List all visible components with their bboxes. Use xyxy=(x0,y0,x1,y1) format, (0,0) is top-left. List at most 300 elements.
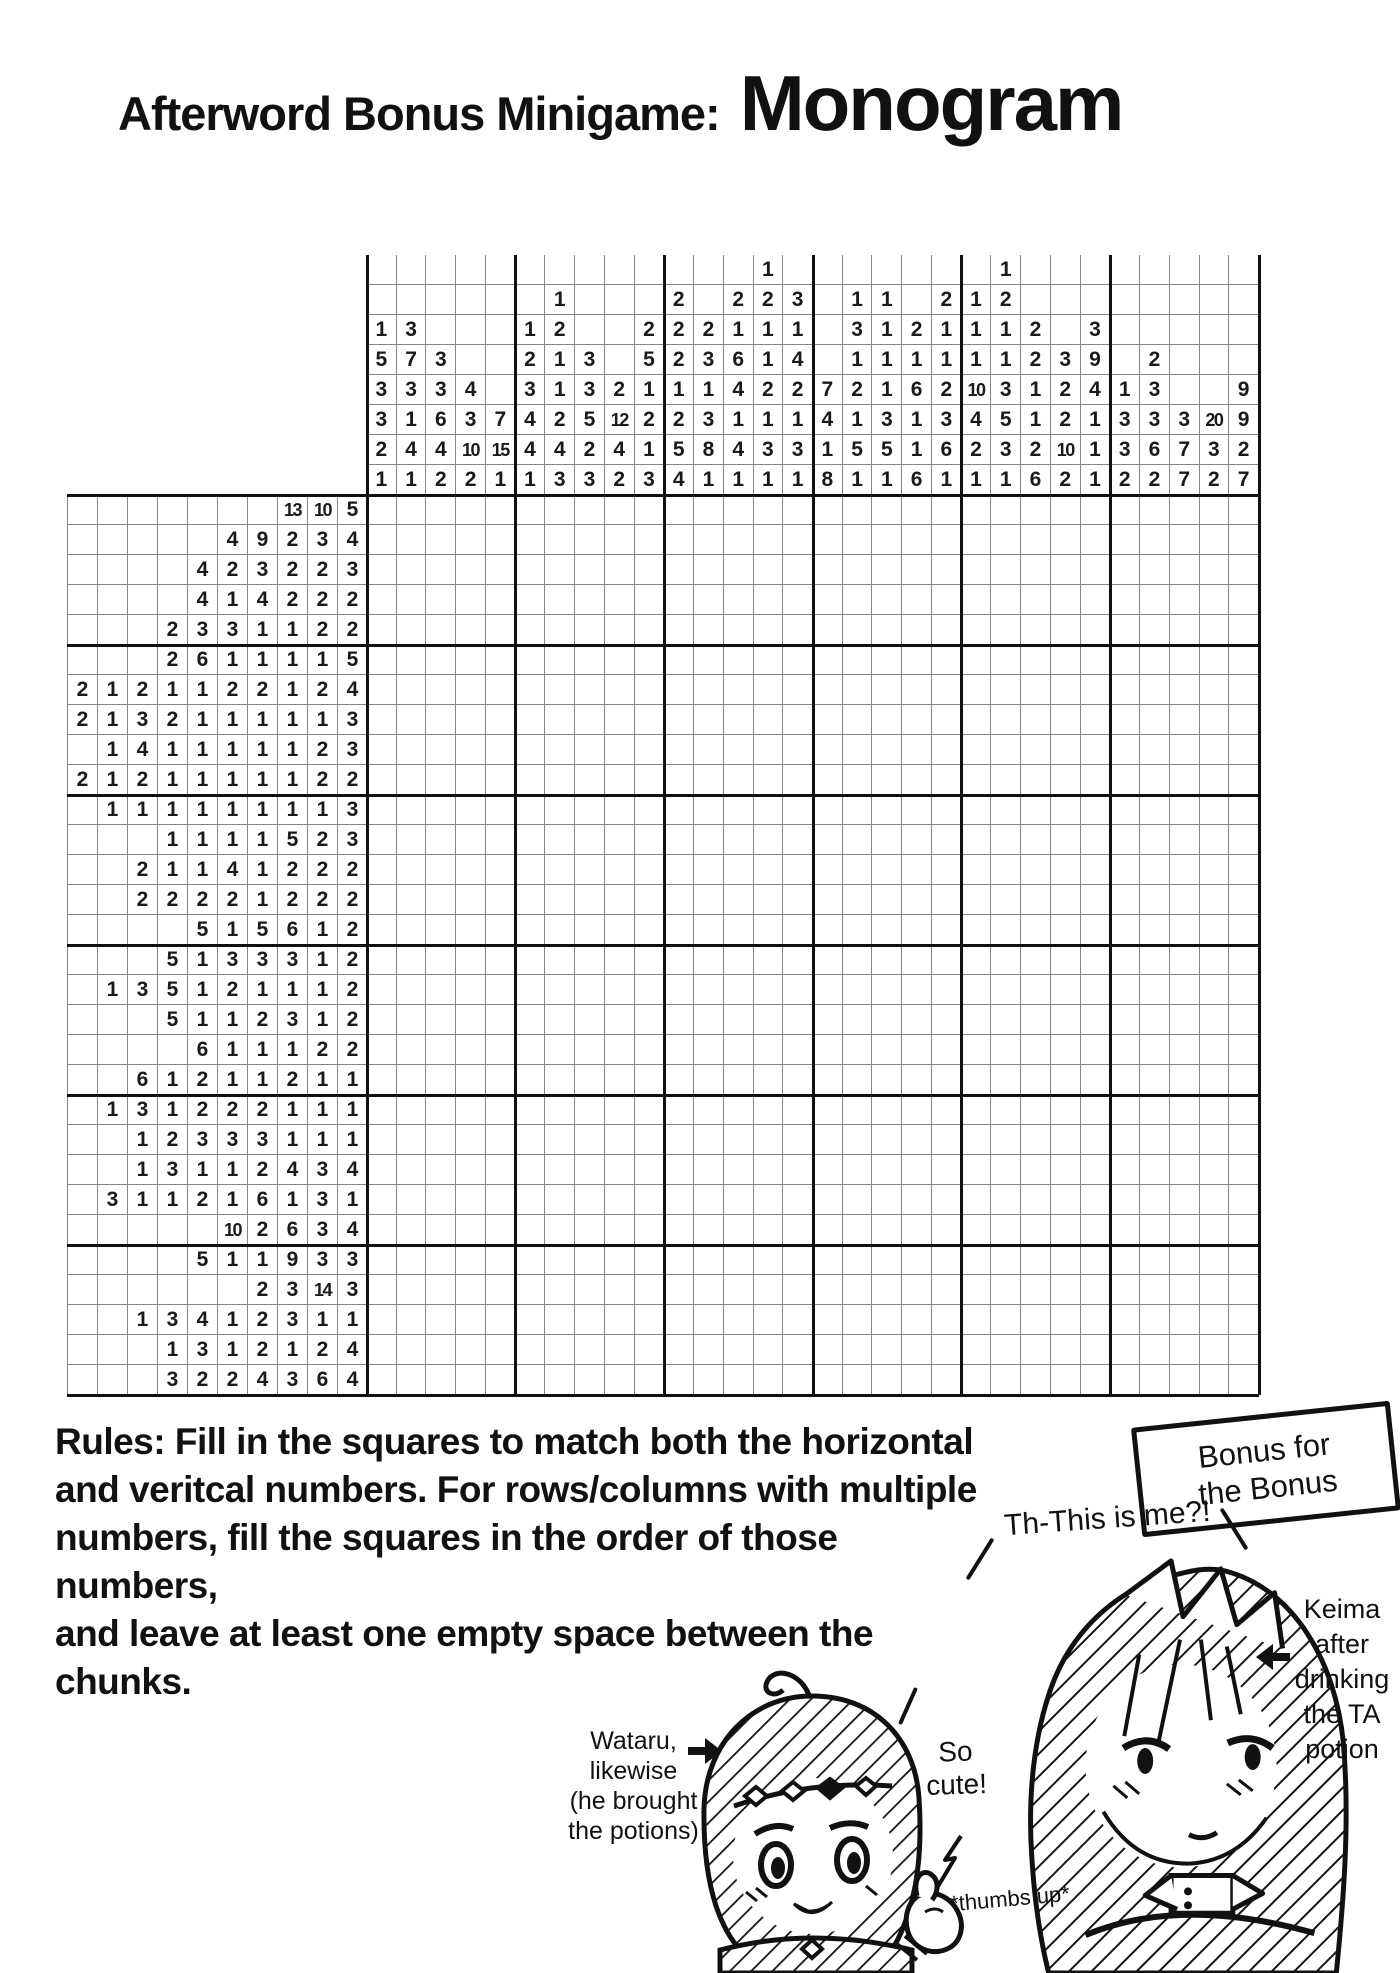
grid-cell[interactable] xyxy=(1229,645,1259,675)
grid-cell[interactable] xyxy=(367,1305,397,1335)
grid-cell[interactable] xyxy=(664,1005,694,1035)
grid-cell[interactable] xyxy=(1170,1005,1200,1035)
grid-cell[interactable] xyxy=(843,1125,873,1155)
grid-cell[interactable] xyxy=(605,735,635,765)
grid-cell[interactable] xyxy=(813,585,843,615)
grid-cell[interactable] xyxy=(991,585,1021,615)
grid-cell[interactable] xyxy=(1110,825,1140,855)
grid-cell[interactable] xyxy=(694,1245,724,1275)
grid-cell[interactable] xyxy=(635,585,665,615)
grid-cell[interactable] xyxy=(1051,795,1081,825)
grid-cell[interactable] xyxy=(635,885,665,915)
grid-cell[interactable] xyxy=(902,825,932,855)
grid-cell[interactable] xyxy=(754,885,784,915)
grid-cell[interactable] xyxy=(635,555,665,585)
grid-cell[interactable] xyxy=(397,1065,427,1095)
grid-cell[interactable] xyxy=(605,795,635,825)
grid-cell[interactable] xyxy=(991,945,1021,975)
grid-cell[interactable] xyxy=(456,1125,486,1155)
grid-cell[interactable] xyxy=(694,495,724,525)
grid-cell[interactable] xyxy=(367,1335,397,1365)
grid-cell[interactable] xyxy=(724,675,754,705)
grid-cell[interactable] xyxy=(843,1155,873,1185)
grid-cell[interactable] xyxy=(575,615,605,645)
grid-cell[interactable] xyxy=(1170,765,1200,795)
grid-cell[interactable] xyxy=(754,1275,784,1305)
grid-cell[interactable] xyxy=(664,885,694,915)
grid-cell[interactable] xyxy=(367,945,397,975)
grid-cell[interactable] xyxy=(426,705,456,735)
grid-cell[interactable] xyxy=(902,615,932,645)
grid-cell[interactable] xyxy=(456,765,486,795)
grid-cell[interactable] xyxy=(664,825,694,855)
grid-cell[interactable] xyxy=(605,1155,635,1185)
grid-cell[interactable] xyxy=(367,885,397,915)
grid-cell[interactable] xyxy=(1051,615,1081,645)
grid-cell[interactable] xyxy=(1229,555,1259,585)
grid-cell[interactable] xyxy=(1110,1305,1140,1335)
grid-cell[interactable] xyxy=(843,1035,873,1065)
grid-cell[interactable] xyxy=(635,1305,665,1335)
grid-cell[interactable] xyxy=(367,975,397,1005)
grid-cell[interactable] xyxy=(813,1035,843,1065)
grid-cell[interactable] xyxy=(635,1335,665,1365)
grid-cell[interactable] xyxy=(724,885,754,915)
grid-cell[interactable] xyxy=(783,795,813,825)
grid-cell[interactable] xyxy=(575,1005,605,1035)
grid-cell[interactable] xyxy=(754,1065,784,1095)
grid-cell[interactable] xyxy=(426,735,456,765)
grid-cell[interactable] xyxy=(545,495,575,525)
grid-cell[interactable] xyxy=(397,825,427,855)
grid-cell[interactable] xyxy=(545,975,575,1005)
grid-cell[interactable] xyxy=(813,885,843,915)
grid-cell[interactable] xyxy=(516,1035,546,1065)
grid-cell[interactable] xyxy=(872,1335,902,1365)
grid-cell[interactable] xyxy=(902,1185,932,1215)
grid-cell[interactable] xyxy=(872,675,902,705)
grid-cell[interactable] xyxy=(1140,795,1170,825)
grid-cell[interactable] xyxy=(545,915,575,945)
grid-cell[interactable] xyxy=(456,1035,486,1065)
grid-cell[interactable] xyxy=(575,585,605,615)
grid-cell[interactable] xyxy=(932,1335,962,1365)
grid-cell[interactable] xyxy=(456,1215,486,1245)
grid-cell[interactable] xyxy=(872,495,902,525)
grid-cell[interactable] xyxy=(575,1035,605,1065)
grid-cell[interactable] xyxy=(456,645,486,675)
grid-cell[interactable] xyxy=(545,945,575,975)
grid-cell[interactable] xyxy=(754,855,784,885)
grid-cell[interactable] xyxy=(872,1305,902,1335)
grid-cell[interactable] xyxy=(843,1305,873,1335)
grid-cell[interactable] xyxy=(962,975,992,1005)
grid-cell[interactable] xyxy=(1140,825,1170,855)
grid-cell[interactable] xyxy=(1200,1365,1230,1395)
grid-cell[interactable] xyxy=(872,885,902,915)
grid-cell[interactable] xyxy=(575,1335,605,1365)
grid-cell[interactable] xyxy=(486,915,516,945)
grid-cell[interactable] xyxy=(426,1275,456,1305)
grid-cell[interactable] xyxy=(872,555,902,585)
grid-cell[interactable] xyxy=(486,1095,516,1125)
grid-cell[interactable] xyxy=(575,1185,605,1215)
grid-cell[interactable] xyxy=(635,1245,665,1275)
grid-cell[interactable] xyxy=(1021,1335,1051,1365)
grid-cell[interactable] xyxy=(1200,705,1230,735)
grid-cell[interactable] xyxy=(872,795,902,825)
grid-cell[interactable] xyxy=(902,705,932,735)
grid-cell[interactable] xyxy=(991,1185,1021,1215)
grid-cell[interactable] xyxy=(1140,855,1170,885)
grid-cell[interactable] xyxy=(367,675,397,705)
grid-cell[interactable] xyxy=(843,555,873,585)
grid-cell[interactable] xyxy=(694,1305,724,1335)
grid-cell[interactable] xyxy=(694,1335,724,1365)
grid-cell[interactable] xyxy=(664,1095,694,1125)
grid-cell[interactable] xyxy=(694,1095,724,1125)
grid-cell[interactable] xyxy=(1140,1335,1170,1365)
grid-cell[interactable] xyxy=(1229,1125,1259,1155)
grid-cell[interactable] xyxy=(545,1155,575,1185)
grid-cell[interactable] xyxy=(1170,795,1200,825)
grid-cell[interactable] xyxy=(1140,1365,1170,1395)
grid-cell[interactable] xyxy=(1051,945,1081,975)
grid-cell[interactable] xyxy=(694,1185,724,1215)
grid-cell[interactable] xyxy=(754,1365,784,1395)
grid-cell[interactable] xyxy=(605,1335,635,1365)
grid-cell[interactable] xyxy=(754,495,784,525)
grid-cell[interactable] xyxy=(1081,1155,1111,1185)
grid-cell[interactable] xyxy=(872,1095,902,1125)
grid-cell[interactable] xyxy=(724,1215,754,1245)
grid-cell[interactable] xyxy=(1051,825,1081,855)
grid-cell[interactable] xyxy=(1110,885,1140,915)
grid-cell[interactable] xyxy=(1170,915,1200,945)
grid-cell[interactable] xyxy=(783,1215,813,1245)
grid-cell[interactable] xyxy=(1170,1275,1200,1305)
grid-cell[interactable] xyxy=(932,525,962,555)
grid-cell[interactable] xyxy=(1110,495,1140,525)
grid-cell[interactable] xyxy=(426,525,456,555)
grid-cell[interactable] xyxy=(545,1035,575,1065)
grid-cell[interactable] xyxy=(813,1305,843,1335)
grid-cell[interactable] xyxy=(1170,1305,1200,1335)
grid-cell[interactable] xyxy=(1110,1215,1140,1245)
grid-cell[interactable] xyxy=(426,1305,456,1335)
grid-cell[interactable] xyxy=(426,1035,456,1065)
grid-cell[interactable] xyxy=(664,1185,694,1215)
grid-cell[interactable] xyxy=(1021,885,1051,915)
grid-cell[interactable] xyxy=(932,795,962,825)
grid-cell[interactable] xyxy=(605,1245,635,1275)
grid-cell[interactable] xyxy=(1170,1125,1200,1155)
grid-cell[interactable] xyxy=(456,1365,486,1395)
grid-cell[interactable] xyxy=(962,855,992,885)
grid-cell[interactable] xyxy=(724,945,754,975)
grid-cell[interactable] xyxy=(1140,945,1170,975)
grid-cell[interactable] xyxy=(1051,1065,1081,1095)
grid-cell[interactable] xyxy=(664,1125,694,1155)
grid-cell[interactable] xyxy=(367,735,397,765)
grid-cell[interactable] xyxy=(605,495,635,525)
grid-cell[interactable] xyxy=(932,1065,962,1095)
grid-cell[interactable] xyxy=(1200,1125,1230,1155)
grid-cell[interactable] xyxy=(1110,1125,1140,1155)
grid-cell[interactable] xyxy=(813,1125,843,1155)
grid-cell[interactable] xyxy=(545,675,575,705)
grid-cell[interactable] xyxy=(902,1005,932,1035)
grid-cell[interactable] xyxy=(694,795,724,825)
grid-cell[interactable] xyxy=(397,975,427,1005)
grid-cell[interactable] xyxy=(1229,1215,1259,1245)
grid-cell[interactable] xyxy=(426,615,456,645)
grid-cell[interactable] xyxy=(397,1125,427,1155)
grid-cell[interactable] xyxy=(545,1275,575,1305)
grid-cell[interactable] xyxy=(902,555,932,585)
grid-cell[interactable] xyxy=(1200,1035,1230,1065)
grid-cell[interactable] xyxy=(664,1065,694,1095)
grid-cell[interactable] xyxy=(724,1335,754,1365)
grid-cell[interactable] xyxy=(843,885,873,915)
grid-cell[interactable] xyxy=(1021,645,1051,675)
grid-cell[interactable] xyxy=(397,525,427,555)
grid-cell[interactable] xyxy=(754,735,784,765)
grid-cell[interactable] xyxy=(397,645,427,675)
grid-cell[interactable] xyxy=(664,945,694,975)
grid-cell[interactable] xyxy=(1110,1005,1140,1035)
grid-cell[interactable] xyxy=(605,645,635,675)
grid-cell[interactable] xyxy=(635,495,665,525)
grid-cell[interactable] xyxy=(694,1125,724,1155)
grid-cell[interactable] xyxy=(724,765,754,795)
grid-cell[interactable] xyxy=(991,1245,1021,1275)
grid-cell[interactable] xyxy=(991,675,1021,705)
grid-cell[interactable] xyxy=(962,1065,992,1095)
grid-cell[interactable] xyxy=(694,1005,724,1035)
grid-cell[interactable] xyxy=(1229,1035,1259,1065)
grid-cell[interactable] xyxy=(575,525,605,555)
grid-cell[interactable] xyxy=(813,1245,843,1275)
grid-cell[interactable] xyxy=(1140,885,1170,915)
grid-cell[interactable] xyxy=(397,1035,427,1065)
grid-cell[interactable] xyxy=(1051,1155,1081,1185)
grid-cell[interactable] xyxy=(1140,1245,1170,1275)
grid-cell[interactable] xyxy=(486,675,516,705)
grid-cell[interactable] xyxy=(1110,765,1140,795)
grid-cell[interactable] xyxy=(1081,765,1111,795)
grid-cell[interactable] xyxy=(1200,585,1230,615)
grid-cell[interactable] xyxy=(1170,705,1200,735)
grid-cell[interactable] xyxy=(1170,1245,1200,1275)
grid-cell[interactable] xyxy=(962,1215,992,1245)
grid-cell[interactable] xyxy=(545,855,575,885)
grid-cell[interactable] xyxy=(962,645,992,675)
grid-cell[interactable] xyxy=(1021,615,1051,645)
grid-cell[interactable] xyxy=(1021,975,1051,1005)
grid-cell[interactable] xyxy=(635,765,665,795)
grid-cell[interactable] xyxy=(545,1185,575,1215)
grid-cell[interactable] xyxy=(1140,1185,1170,1215)
grid-cell[interactable] xyxy=(1051,1215,1081,1245)
grid-cell[interactable] xyxy=(962,1155,992,1185)
grid-cell[interactable] xyxy=(367,825,397,855)
grid-cell[interactable] xyxy=(843,1335,873,1365)
grid-cell[interactable] xyxy=(1200,615,1230,645)
grid-cell[interactable] xyxy=(724,525,754,555)
grid-cell[interactable] xyxy=(1200,1305,1230,1335)
grid-cell[interactable] xyxy=(1229,1065,1259,1095)
grid-cell[interactable] xyxy=(694,645,724,675)
grid-cell[interactable] xyxy=(1051,765,1081,795)
grid-cell[interactable] xyxy=(991,825,1021,855)
grid-cell[interactable] xyxy=(664,1365,694,1395)
grid-cell[interactable] xyxy=(694,915,724,945)
grid-cell[interactable] xyxy=(1081,735,1111,765)
grid-cell[interactable] xyxy=(1021,1035,1051,1065)
grid-cell[interactable] xyxy=(754,1215,784,1245)
grid-cell[interactable] xyxy=(932,615,962,645)
grid-cell[interactable] xyxy=(1140,735,1170,765)
grid-cell[interactable] xyxy=(426,1155,456,1185)
grid-cell[interactable] xyxy=(664,525,694,555)
grid-cell[interactable] xyxy=(843,525,873,555)
grid-cell[interactable] xyxy=(872,525,902,555)
grid-cell[interactable] xyxy=(872,1185,902,1215)
grid-cell[interactable] xyxy=(1081,915,1111,945)
grid-cell[interactable] xyxy=(694,705,724,735)
grid-cell[interactable] xyxy=(397,945,427,975)
grid-cell[interactable] xyxy=(664,1275,694,1305)
grid-cell[interactable] xyxy=(516,945,546,975)
grid-cell[interactable] xyxy=(1051,495,1081,525)
grid-cell[interactable] xyxy=(456,1275,486,1305)
grid-cell[interactable] xyxy=(843,1065,873,1095)
grid-cell[interactable] xyxy=(1140,1035,1170,1065)
grid-cell[interactable] xyxy=(486,1365,516,1395)
grid-cell[interactable] xyxy=(1140,1005,1170,1035)
grid-cell[interactable] xyxy=(1229,1245,1259,1275)
grid-cell[interactable] xyxy=(1200,525,1230,555)
grid-cell[interactable] xyxy=(635,1035,665,1065)
grid-cell[interactable] xyxy=(932,765,962,795)
grid-cell[interactable] xyxy=(397,1275,427,1305)
grid-cell[interactable] xyxy=(872,915,902,945)
grid-cell[interactable] xyxy=(694,825,724,855)
grid-cell[interactable] xyxy=(724,495,754,525)
grid-cell[interactable] xyxy=(783,915,813,945)
grid-cell[interactable] xyxy=(367,495,397,525)
grid-cell[interactable] xyxy=(932,675,962,705)
grid-cell[interactable] xyxy=(1110,795,1140,825)
grid-cell[interactable] xyxy=(367,855,397,885)
grid-cell[interactable] xyxy=(1081,1335,1111,1365)
grid-cell[interactable] xyxy=(754,1125,784,1155)
grid-cell[interactable] xyxy=(1140,705,1170,735)
grid-cell[interactable] xyxy=(813,765,843,795)
grid-cell[interactable] xyxy=(932,555,962,585)
grid-cell[interactable] xyxy=(456,1305,486,1335)
grid-cell[interactable] xyxy=(486,1005,516,1035)
grid-cell[interactable] xyxy=(545,765,575,795)
grid-cell[interactable] xyxy=(1110,1185,1140,1215)
grid-cell[interactable] xyxy=(991,1335,1021,1365)
grid-cell[interactable] xyxy=(991,705,1021,735)
grid-cell[interactable] xyxy=(426,825,456,855)
grid-cell[interactable] xyxy=(545,795,575,825)
grid-cell[interactable] xyxy=(783,1095,813,1125)
grid-cell[interactable] xyxy=(813,825,843,855)
grid-cell[interactable] xyxy=(694,585,724,615)
grid-cell[interactable] xyxy=(367,645,397,675)
grid-cell[interactable] xyxy=(1021,495,1051,525)
grid-cell[interactable] xyxy=(1140,645,1170,675)
grid-cell[interactable] xyxy=(991,1095,1021,1125)
grid-cell[interactable] xyxy=(694,1065,724,1095)
grid-cell[interactable] xyxy=(605,855,635,885)
grid-cell[interactable] xyxy=(486,705,516,735)
grid-cell[interactable] xyxy=(783,975,813,1005)
grid-cell[interactable] xyxy=(813,495,843,525)
grid-cell[interactable] xyxy=(486,1065,516,1095)
grid-cell[interactable] xyxy=(575,1125,605,1155)
grid-cell[interactable] xyxy=(397,555,427,585)
grid-cell[interactable] xyxy=(872,945,902,975)
grid-cell[interactable] xyxy=(486,645,516,675)
grid-cell[interactable] xyxy=(1021,585,1051,615)
grid-cell[interactable] xyxy=(754,1095,784,1125)
grid-cell[interactable] xyxy=(1021,945,1051,975)
grid-cell[interactable] xyxy=(664,675,694,705)
grid-cell[interactable] xyxy=(516,1125,546,1155)
grid-cell[interactable] xyxy=(813,1335,843,1365)
grid-cell[interactable] xyxy=(1021,825,1051,855)
grid-cell[interactable] xyxy=(1081,1365,1111,1395)
grid-cell[interactable] xyxy=(991,1125,1021,1155)
grid-cell[interactable] xyxy=(1200,1335,1230,1365)
grid-cell[interactable] xyxy=(456,495,486,525)
grid-cell[interactable] xyxy=(932,1215,962,1245)
grid-cell[interactable] xyxy=(426,555,456,585)
grid-cell[interactable] xyxy=(783,675,813,705)
grid-cell[interactable] xyxy=(754,585,784,615)
grid-cell[interactable] xyxy=(664,1245,694,1275)
grid-cell[interactable] xyxy=(872,735,902,765)
grid-cell[interactable] xyxy=(694,615,724,645)
grid-cell[interactable] xyxy=(1229,1005,1259,1035)
grid-cell[interactable] xyxy=(1229,615,1259,645)
grid-cell[interactable] xyxy=(694,735,724,765)
grid-cell[interactable] xyxy=(1140,975,1170,1005)
grid-cell[interactable] xyxy=(783,645,813,675)
grid-cell[interactable] xyxy=(367,1065,397,1095)
grid-cell[interactable] xyxy=(426,885,456,915)
grid-cell[interactable] xyxy=(456,705,486,735)
grid-cell[interactable] xyxy=(516,1275,546,1305)
grid-cell[interactable] xyxy=(1140,615,1170,645)
grid-cell[interactable] xyxy=(813,945,843,975)
grid-cell[interactable] xyxy=(575,1215,605,1245)
grid-cell[interactable] xyxy=(872,975,902,1005)
grid-cell[interactable] xyxy=(1229,1275,1259,1305)
grid-cell[interactable] xyxy=(1200,825,1230,855)
grid-cell[interactable] xyxy=(902,855,932,885)
grid-cell[interactable] xyxy=(1110,615,1140,645)
grid-cell[interactable] xyxy=(1081,1215,1111,1245)
grid-cell[interactable] xyxy=(1140,1095,1170,1125)
grid-cell[interactable] xyxy=(605,1275,635,1305)
grid-cell[interactable] xyxy=(1051,885,1081,915)
